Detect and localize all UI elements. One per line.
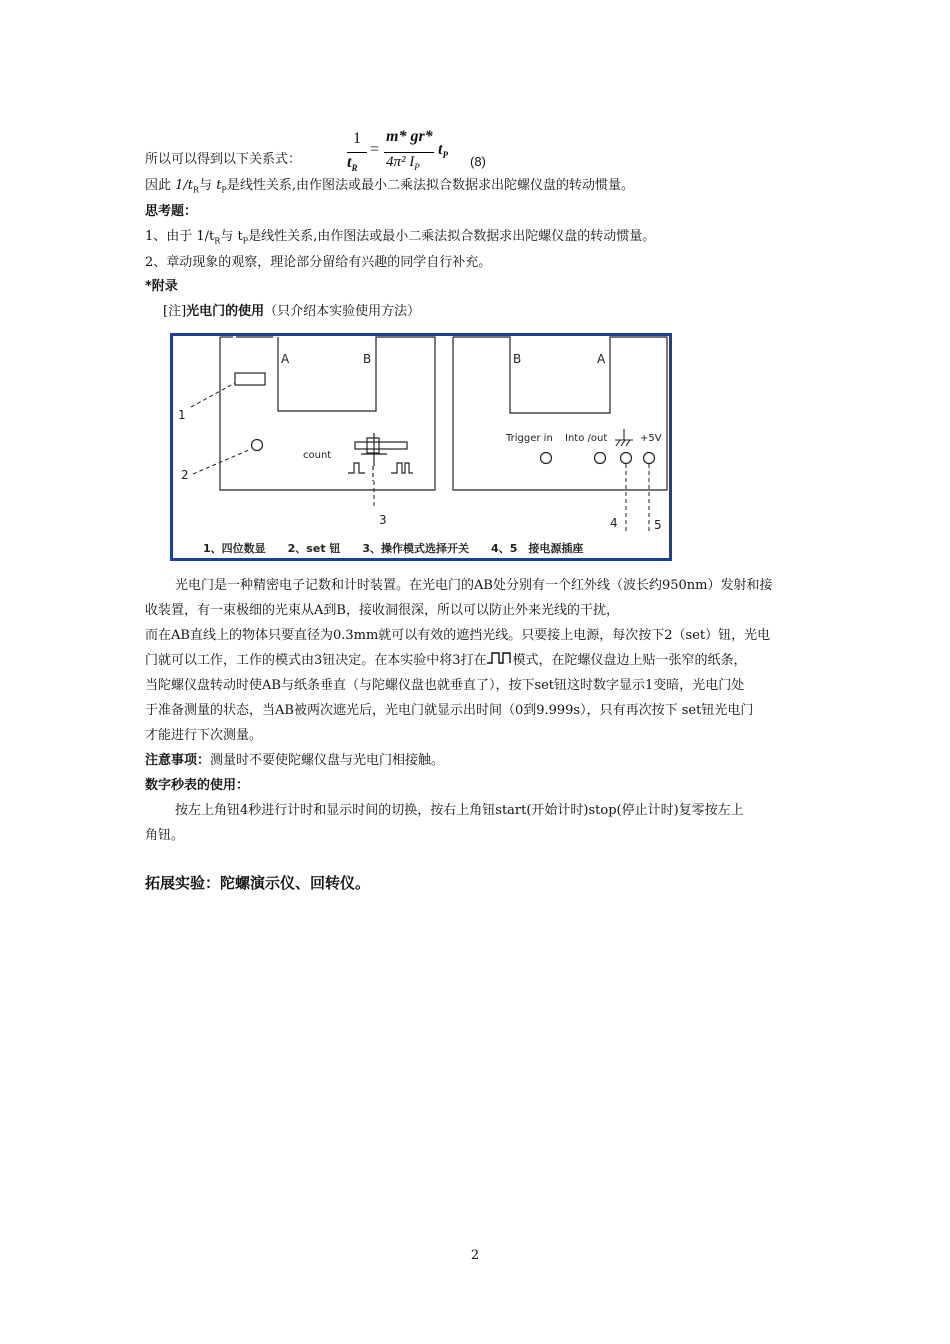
power-jack-5: [644, 453, 655, 464]
formula-intro: 所以可以得到以下关系式：: [145, 152, 302, 167]
page-number: 2: [470, 1248, 480, 1263]
leader-line-1: [191, 383, 235, 407]
trigger-in-jack: [541, 453, 552, 464]
extension-title: 拓展实验：陀螺演示仪、回转仪。: [145, 874, 371, 892]
paragraph1-line-6: 于准备测量的状态，当AB被两次遮光后，光电门就显示出时间（0到9.999s），只有再次按下 set钮光电门: [145, 703, 754, 718]
label-1: 1: [178, 408, 186, 422]
caution-title: 注意事项：: [145, 753, 211, 768]
formula-equals: =: [370, 141, 380, 158]
paragraph1-line-3: 而在AB直线上的物体只要直径为0.3mm就可以有效的遮挡光线。只要接上电源，每次按下2（set）钮，光电: [145, 628, 771, 643]
appendix-title: *附录: [145, 279, 178, 294]
formula-rhs-denominator: 4π² $I_P$: [386, 154, 420, 172]
thinking-title: 思考题：: [145, 204, 198, 219]
paragraph1-line-1: 光电门是一种精密电子记数和计时装置。在光电门的AB处分别有一个红外线（波长约950nm）发射和接: [175, 578, 773, 593]
stopwatch-line-1: 按左上角钮4秒进行计时和显示时间的切换，按右上角钮start(开始计时)stop(停止计时)复零按左上: [175, 803, 744, 818]
label-a-right: A: [597, 352, 606, 366]
label-b-right: B: [513, 352, 522, 366]
note-title: 光电门的使用: [186, 304, 265, 319]
power-jack-4: [621, 453, 632, 464]
pulse-mode-symbol: [487, 652, 513, 665]
trigger-in-label: Trigger in: [506, 433, 553, 444]
figure-caption: 1、四位数显 2、set 钮 3、操作模式选择开关 4、5 接电源插座: [203, 542, 584, 555]
fraction-bar: [384, 152, 434, 153]
label-b-left: B: [363, 352, 372, 366]
label-2: 2: [181, 468, 189, 482]
formula-rhs-numerator: m* gr*: [386, 128, 433, 145]
label-5: 5: [654, 518, 662, 532]
paragraph1-line-5: 当陀螺仪盘转动时使AB与纸条垂直（与陀螺仪盘也就垂直了），按下set钮这时数字显示1变暗，光电门处: [145, 678, 745, 693]
caution: 注意事项：测量时不要使陀螺仪盘与光电门相接触。: [145, 753, 445, 768]
set-button-circle: [252, 440, 263, 451]
formula-8: [344, 126, 486, 176]
linear-sentence: 因此 $1/t_R$与 $t_P$是线性关系,由作图法或最小二乘法拟合数据求出陀螺仪盘的转动惯量。: [145, 178, 634, 195]
question-2: 2、章动现象的观察，理论部分留给有兴趣的同学自行补充。: [145, 255, 492, 270]
ground-symbol: [615, 429, 633, 446]
display-rect: [235, 373, 265, 385]
formula-lhs-numerator: 1: [353, 130, 361, 147]
formula-factor: $t_P$: [438, 141, 448, 161]
fraction-bar: [347, 152, 367, 153]
question-1: 1、由于 $1/t_R$与 $t_P$是线性关系,由作图法或最小二乘法拟合数据求出陀螺仪盘的转动惯量。: [145, 229, 656, 246]
stopwatch-title: 数字秒表的使用：: [145, 778, 250, 793]
formula-lhs-denominator: $t_R$: [347, 154, 358, 174]
into-out-jack: [595, 453, 606, 464]
into-out-label: Into /out: [565, 433, 608, 444]
label-3: 3: [379, 513, 387, 527]
paragraph1-line-4: 门就可以工作，工作的模式由3钮决定。在本实验中将3打在 模式，在陀螺仪盘边上贴一张窄的纸条，: [145, 653, 747, 668]
mode-switch: [348, 433, 413, 481]
plus5v-label: +5V: [640, 433, 662, 444]
label-a-left: A: [281, 352, 290, 366]
paragraph1-line-2: 收装置，有一束极细的光束从A到B，接收洞很深，所以可以防止外来光线的干扰，: [145, 603, 619, 618]
photogate-diagram: [173, 336, 669, 558]
stopwatch-line-2: 角钮。: [145, 828, 185, 843]
paragraph1-line-7: 才能进行下次测量。: [145, 728, 263, 743]
right-panel-outline: [453, 337, 667, 490]
left-panel-outline: [220, 337, 435, 490]
formula-number: (8): [470, 154, 486, 169]
label-4: 4: [610, 516, 618, 530]
note-heading: [注]光电门的使用（只介绍本实验使用方法）: [163, 304, 421, 319]
count-label: count: [303, 450, 332, 461]
leader-line-2: [193, 449, 251, 474]
photogate-figure: [170, 333, 672, 561]
